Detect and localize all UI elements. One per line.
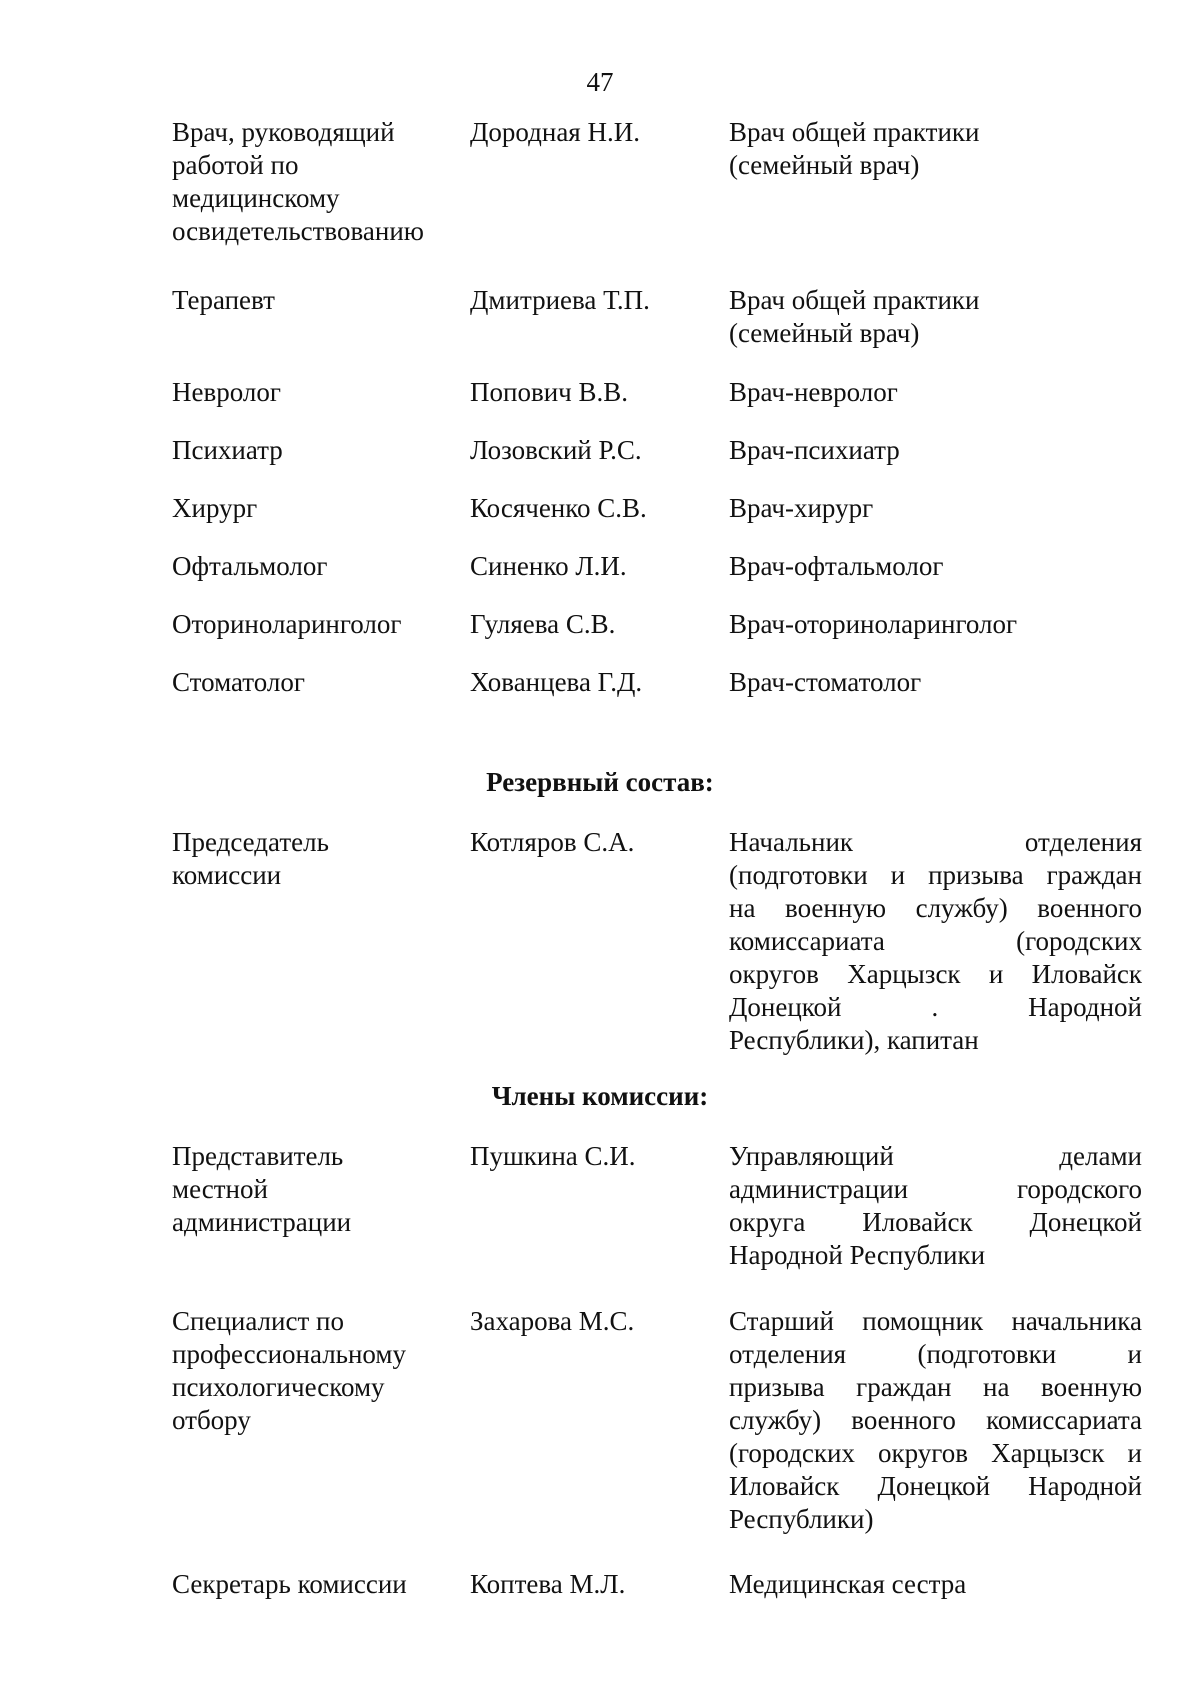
name-cell: Коптева М.Л. xyxy=(470,1569,626,1599)
role-cell: Невролог xyxy=(172,377,281,407)
page-number: 47 xyxy=(586,67,614,97)
role-cell: Секретарь комиссии xyxy=(172,1569,407,1599)
position-line: на военную службу) военного xyxy=(729,893,1142,923)
commission-row-surgeon xyxy=(172,492,1142,525)
position-line: округов Харцызск и Иловайск xyxy=(729,959,1142,989)
commission-row-ophthalmologist xyxy=(172,550,1142,583)
name-cell: Лозовский Р.С. xyxy=(470,435,642,465)
name-cell: Котляров С.А. xyxy=(470,827,635,857)
position-cell xyxy=(729,284,1142,350)
position-line: отделения (подготовки и xyxy=(729,1339,1142,1369)
role-cell xyxy=(172,116,452,248)
role-cell: Психиатр xyxy=(172,435,283,465)
role-cell xyxy=(172,1305,452,1437)
role-line: медицинскому xyxy=(172,183,340,213)
commission-row-psychiatrist xyxy=(172,434,1142,467)
position-line: службу) военного комиссариата xyxy=(729,1405,1142,1435)
members-heading: Члены комиссии: xyxy=(491,1081,709,1111)
role-line: Врач, руководящий xyxy=(172,117,395,147)
name-cell: Синенко Л.И. xyxy=(470,551,627,581)
role-line: работой по xyxy=(172,150,299,180)
name-cell: Косяченко С.В. xyxy=(470,493,647,523)
position-cell xyxy=(729,826,1142,1057)
position-line: Республики), капитан xyxy=(729,1025,979,1055)
position-line: Управляющий делами xyxy=(729,1141,1142,1171)
role-line: Представитель xyxy=(172,1141,344,1171)
role-cell: Стоматолог xyxy=(172,667,305,697)
role-line: Председатель xyxy=(172,827,329,857)
position-line: (подготовки и призыва граждан xyxy=(729,860,1142,890)
name-cell: Хованцева Г.Д. xyxy=(470,667,643,697)
position-line: (семейный врач) xyxy=(729,318,920,348)
position-cell: Медицинская сестра xyxy=(729,1569,967,1599)
position-line: (городских округов Харцызск и xyxy=(729,1438,1142,1468)
role-cell: Оториноларинголог xyxy=(172,609,402,639)
name-cell: Дородная Н.И. xyxy=(470,117,640,147)
name-cell: Попович В.В. xyxy=(470,377,628,407)
position-cell xyxy=(729,116,1142,182)
role-line: местной xyxy=(172,1174,268,1204)
position-line: Начальник отделения xyxy=(729,827,1142,857)
member-row-psychologist xyxy=(172,1305,1142,1536)
name-cell: Пушкина С.И. xyxy=(470,1141,636,1171)
position-line: призыва граждан на военную xyxy=(729,1372,1142,1402)
position-cell: Врач-хирург xyxy=(729,493,874,523)
position-line: администрации городского xyxy=(729,1174,1142,1204)
reserve-row-chairman xyxy=(172,826,1142,1057)
role-cell: Офтальмолог xyxy=(172,551,328,581)
role-line: комиссии xyxy=(172,860,282,890)
role-line: Терапевт xyxy=(172,285,275,315)
role-line: Специалист по xyxy=(172,1306,344,1336)
role-cell xyxy=(172,1140,452,1239)
position-line: округа Иловайск Донецкой xyxy=(729,1207,1142,1237)
commission-row-otolaryngologist xyxy=(172,608,1142,641)
position-line: (семейный врач) xyxy=(729,150,920,180)
position-cell: Врач-невролог xyxy=(729,377,898,407)
name-cell: Захарова М.С. xyxy=(470,1306,635,1336)
position-cell: Врач-офтальмолог xyxy=(729,551,944,581)
position-cell xyxy=(729,1305,1142,1536)
commission-row-neurologist xyxy=(172,376,1142,409)
position-line: Старший помощник начальника xyxy=(729,1306,1142,1336)
name-cell: Дмитриева Т.П. xyxy=(470,285,650,315)
role-cell xyxy=(172,826,452,892)
position-cell: Врач-оториноларинголог xyxy=(729,609,1018,639)
position-line: Республики) xyxy=(729,1504,874,1534)
role-line: психологическому xyxy=(172,1372,385,1402)
role-line: отбору xyxy=(172,1405,251,1435)
role-cell: Хирург xyxy=(172,493,258,523)
position-cell: Врач-стоматолог xyxy=(729,667,922,697)
position-line: Иловайск Донецкой Народной xyxy=(729,1471,1142,1501)
commission-row-therapist xyxy=(172,284,1142,350)
role-cell xyxy=(172,284,452,317)
position-cell: Врач-психиатр xyxy=(729,435,900,465)
position-line: Врач общей практики xyxy=(729,117,980,147)
role-line: администрации xyxy=(172,1207,352,1237)
member-row-secretary xyxy=(172,1568,1142,1601)
role-line: освидетельствованию xyxy=(172,216,424,246)
position-cell xyxy=(729,1140,1142,1272)
role-line: профессиональному xyxy=(172,1339,406,1369)
member-row-local-administration xyxy=(172,1140,1142,1272)
position-line: Народной Республики xyxy=(729,1240,986,1270)
position-line: комиссариата (городских xyxy=(729,926,1142,956)
position-line: Донецкой . Народной xyxy=(729,992,1142,1022)
name-cell: Гуляева С.В. xyxy=(470,609,616,639)
reserve-heading: Резервный состав: xyxy=(486,767,714,797)
position-line: Врач общей практики xyxy=(729,285,980,315)
commission-row-dentist xyxy=(172,666,1142,699)
commission-row-chief-doctor xyxy=(172,116,1142,250)
